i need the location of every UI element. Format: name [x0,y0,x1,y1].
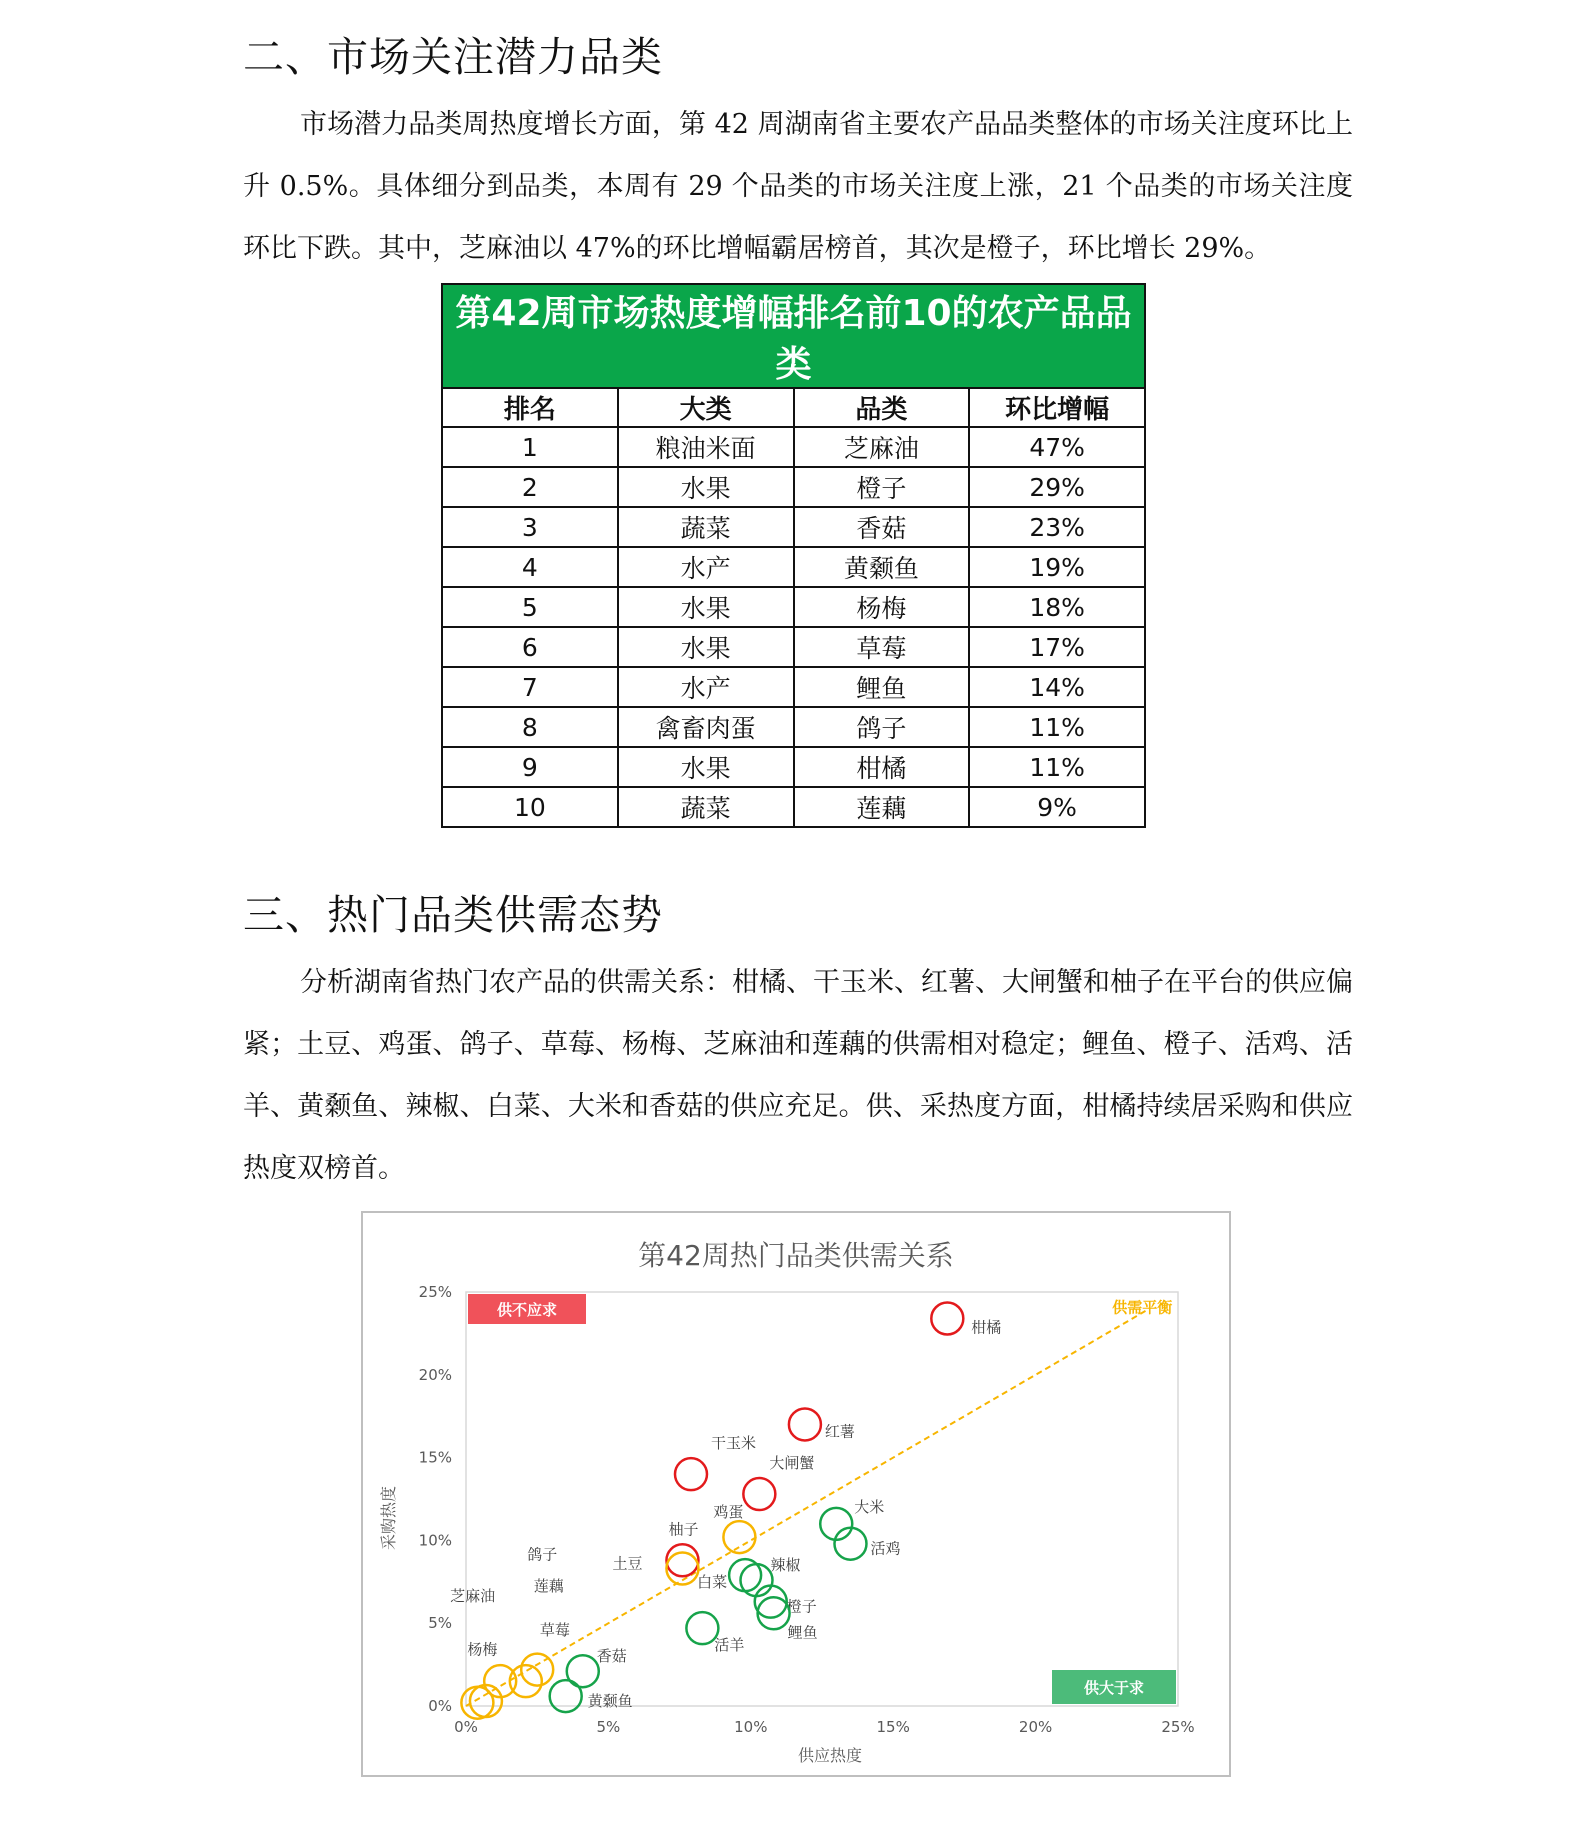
table-row [442,787,1145,827]
point-label: 香菇 [596,1647,627,1666]
point-label: 辣椒 [770,1556,801,1575]
cell-category: 水果 [618,627,794,667]
surplus-box-label: 供大于求 [1083,1679,1145,1697]
table-row [442,507,1145,547]
point-label: 鸽子 [527,1545,558,1564]
point-label: 草莓 [539,1621,570,1640]
cell-item: 杨梅 [794,587,970,627]
cell-growth: 29% [969,467,1145,507]
point-label: 莲藕 [533,1577,564,1596]
point-label: 干玉米 [710,1434,757,1453]
cell-category: 蔬菜 [618,507,794,547]
point-label: 橙子 [786,1597,817,1616]
cell-item: 鲤鱼 [794,667,970,707]
point-label: 黄颡鱼 [587,1692,633,1711]
cell-category: 蔬菜 [618,787,794,827]
column-header: 品类 [794,388,970,427]
shortage-box-label: 供不应求 [496,1301,558,1319]
bubble-balanced [723,1521,755,1553]
cell-category: 水产 [618,667,794,707]
bubble-tight [789,1408,821,1440]
cell-item: 草莓 [794,627,970,667]
x-axis-label: 供应热度 [797,1746,863,1765]
cell-growth: 11% [969,707,1145,747]
plot-area [419,1283,1195,1736]
y-axis-label: 采购热度 [379,1485,398,1551]
point-label: 柚子 [668,1520,699,1539]
cell-item: 芝麻油 [794,427,970,467]
cell-category: 禽畜肉蛋 [618,707,794,747]
point-label: 鲤鱼 [787,1623,818,1642]
point-label: 活鸡 [870,1539,901,1558]
point-label: 鸡蛋 [713,1503,744,1522]
point-label: 大闸蟹 [769,1454,815,1473]
cell-category: 水果 [618,587,794,627]
table-header-row [442,388,1145,427]
cell-category: 水果 [618,747,794,787]
cell-rank: 1 [442,427,618,467]
cell-growth: 18% [969,587,1145,627]
bubble-tight [675,1458,707,1490]
cell-rank: 3 [442,507,618,547]
chart-svg [363,1213,1229,1775]
cell-item: 黄颡鱼 [794,547,970,587]
cell-category: 水果 [618,467,794,507]
cell-rank: 10 [442,787,618,827]
table-row [442,707,1145,747]
point-label: 大米 [854,1497,885,1516]
point-label: 柑橘 [971,1318,1002,1337]
cell-rank: 6 [442,627,618,667]
cell-growth: 14% [969,667,1145,707]
cell-growth: 11% [969,747,1145,787]
cell-category: 粮油米面 [618,427,794,467]
balance-label: 供需平衡 [1112,1298,1173,1317]
cell-item: 莲藕 [794,787,970,827]
point-label: 土豆 [612,1554,643,1573]
x-tick-label: 10% [734,1718,768,1736]
supply-demand-chart [361,1211,1231,1777]
bubble-ample [729,1559,761,1591]
table-row [442,747,1145,787]
column-header: 排名 [442,388,618,427]
table-row [442,587,1145,627]
y-tick-label: 0% [428,1697,452,1715]
bubble-ample [550,1680,582,1712]
chart-title: 第42周热门品类供需关系 [638,1239,954,1272]
y-tick-label: 25% [418,1283,452,1301]
cell-rank: 4 [442,547,618,587]
cell-growth: 19% [969,547,1145,587]
cell-rank: 9 [442,747,618,787]
table-caption: 第42周市场热度增幅排名前10的农产品品类 [442,284,1145,388]
section-3-paragraph: 分析湖南省热门农产品的供需关系：柑橘、干玉米、红薯、大闸蟹和柚子在平台的供应偏紧；土豆、鸡蛋、鸽子、草莓、杨梅、芝麻油和莲藕的供需相对稳定；鲤鱼、橙子、活鸡、活羊、黄颡鱼、辣椒、白菜、大米和香菇的供应充足。供、采热度方面，柑橘持续居采购和供应热度双榜首。 [243,967,1353,1184]
table-row [442,547,1145,587]
y-tick-label: 5% [428,1614,452,1633]
table-row [442,627,1145,667]
column-header: 大类 [618,388,794,427]
x-tick-label: 15% [876,1718,910,1736]
balance-line [466,1309,1150,1706]
point-label: 白菜 [697,1573,728,1592]
section-2-title: 二、市场关注潜力品类 [243,33,663,81]
cell-item: 鸽子 [794,707,970,747]
cell-growth: 9% [969,787,1145,827]
y-tick-label: 20% [418,1365,452,1384]
x-tick-label: 0% [454,1718,478,1736]
x-tick-label: 5% [596,1718,621,1736]
point-label: 活羊 [714,1636,745,1655]
bubble-tight [743,1478,775,1510]
table-row [442,667,1145,707]
bubble-tight [931,1302,963,1334]
x-tick-label: 25% [1161,1718,1195,1736]
point-label: 红薯 [824,1422,855,1441]
bubble-tight [666,1544,698,1576]
point-label: 芝麻油 [450,1587,496,1606]
cell-growth: 17% [969,627,1145,667]
cell-item: 柑橘 [794,747,970,787]
cell-category: 水产 [618,547,794,587]
bubble-ample [758,1597,790,1629]
y-tick-label: 15% [418,1448,452,1467]
cell-growth: 23% [969,507,1145,547]
table-row [442,427,1145,467]
point-label: 杨梅 [467,1640,498,1659]
ranking-table [441,283,1146,828]
cell-item: 橙子 [794,467,970,507]
table-row [442,467,1145,507]
bubble-ample [755,1586,787,1618]
x-tick-label: 20% [1018,1718,1053,1736]
cell-rank: 5 [442,587,618,627]
cell-growth: 47% [969,427,1145,467]
cell-rank: 2 [442,467,618,507]
table-caption-row [442,284,1145,388]
section-2-paragraph: 市场潜力品类周热度增长方面，第 42 周湖南省主要农产品品类整体的市场关注度环比上升 0.5%。具体细分到品类，本周有 29 个品类的市场关注度上涨，21 个品类的市场关注度环比下跌。其中，芝麻油以 47%的环比增幅霸居榜首，其次是橙子，环比增长 29%。 [243,109,1353,264]
cell-rank: 7 [442,667,618,707]
y-tick-label: 10% [418,1531,452,1550]
cell-item: 香菇 [794,507,970,547]
column-header: 环比增幅 [969,388,1145,427]
section-3-title: 三、热门品类供需态势 [243,891,663,939]
cell-rank: 8 [442,707,618,747]
